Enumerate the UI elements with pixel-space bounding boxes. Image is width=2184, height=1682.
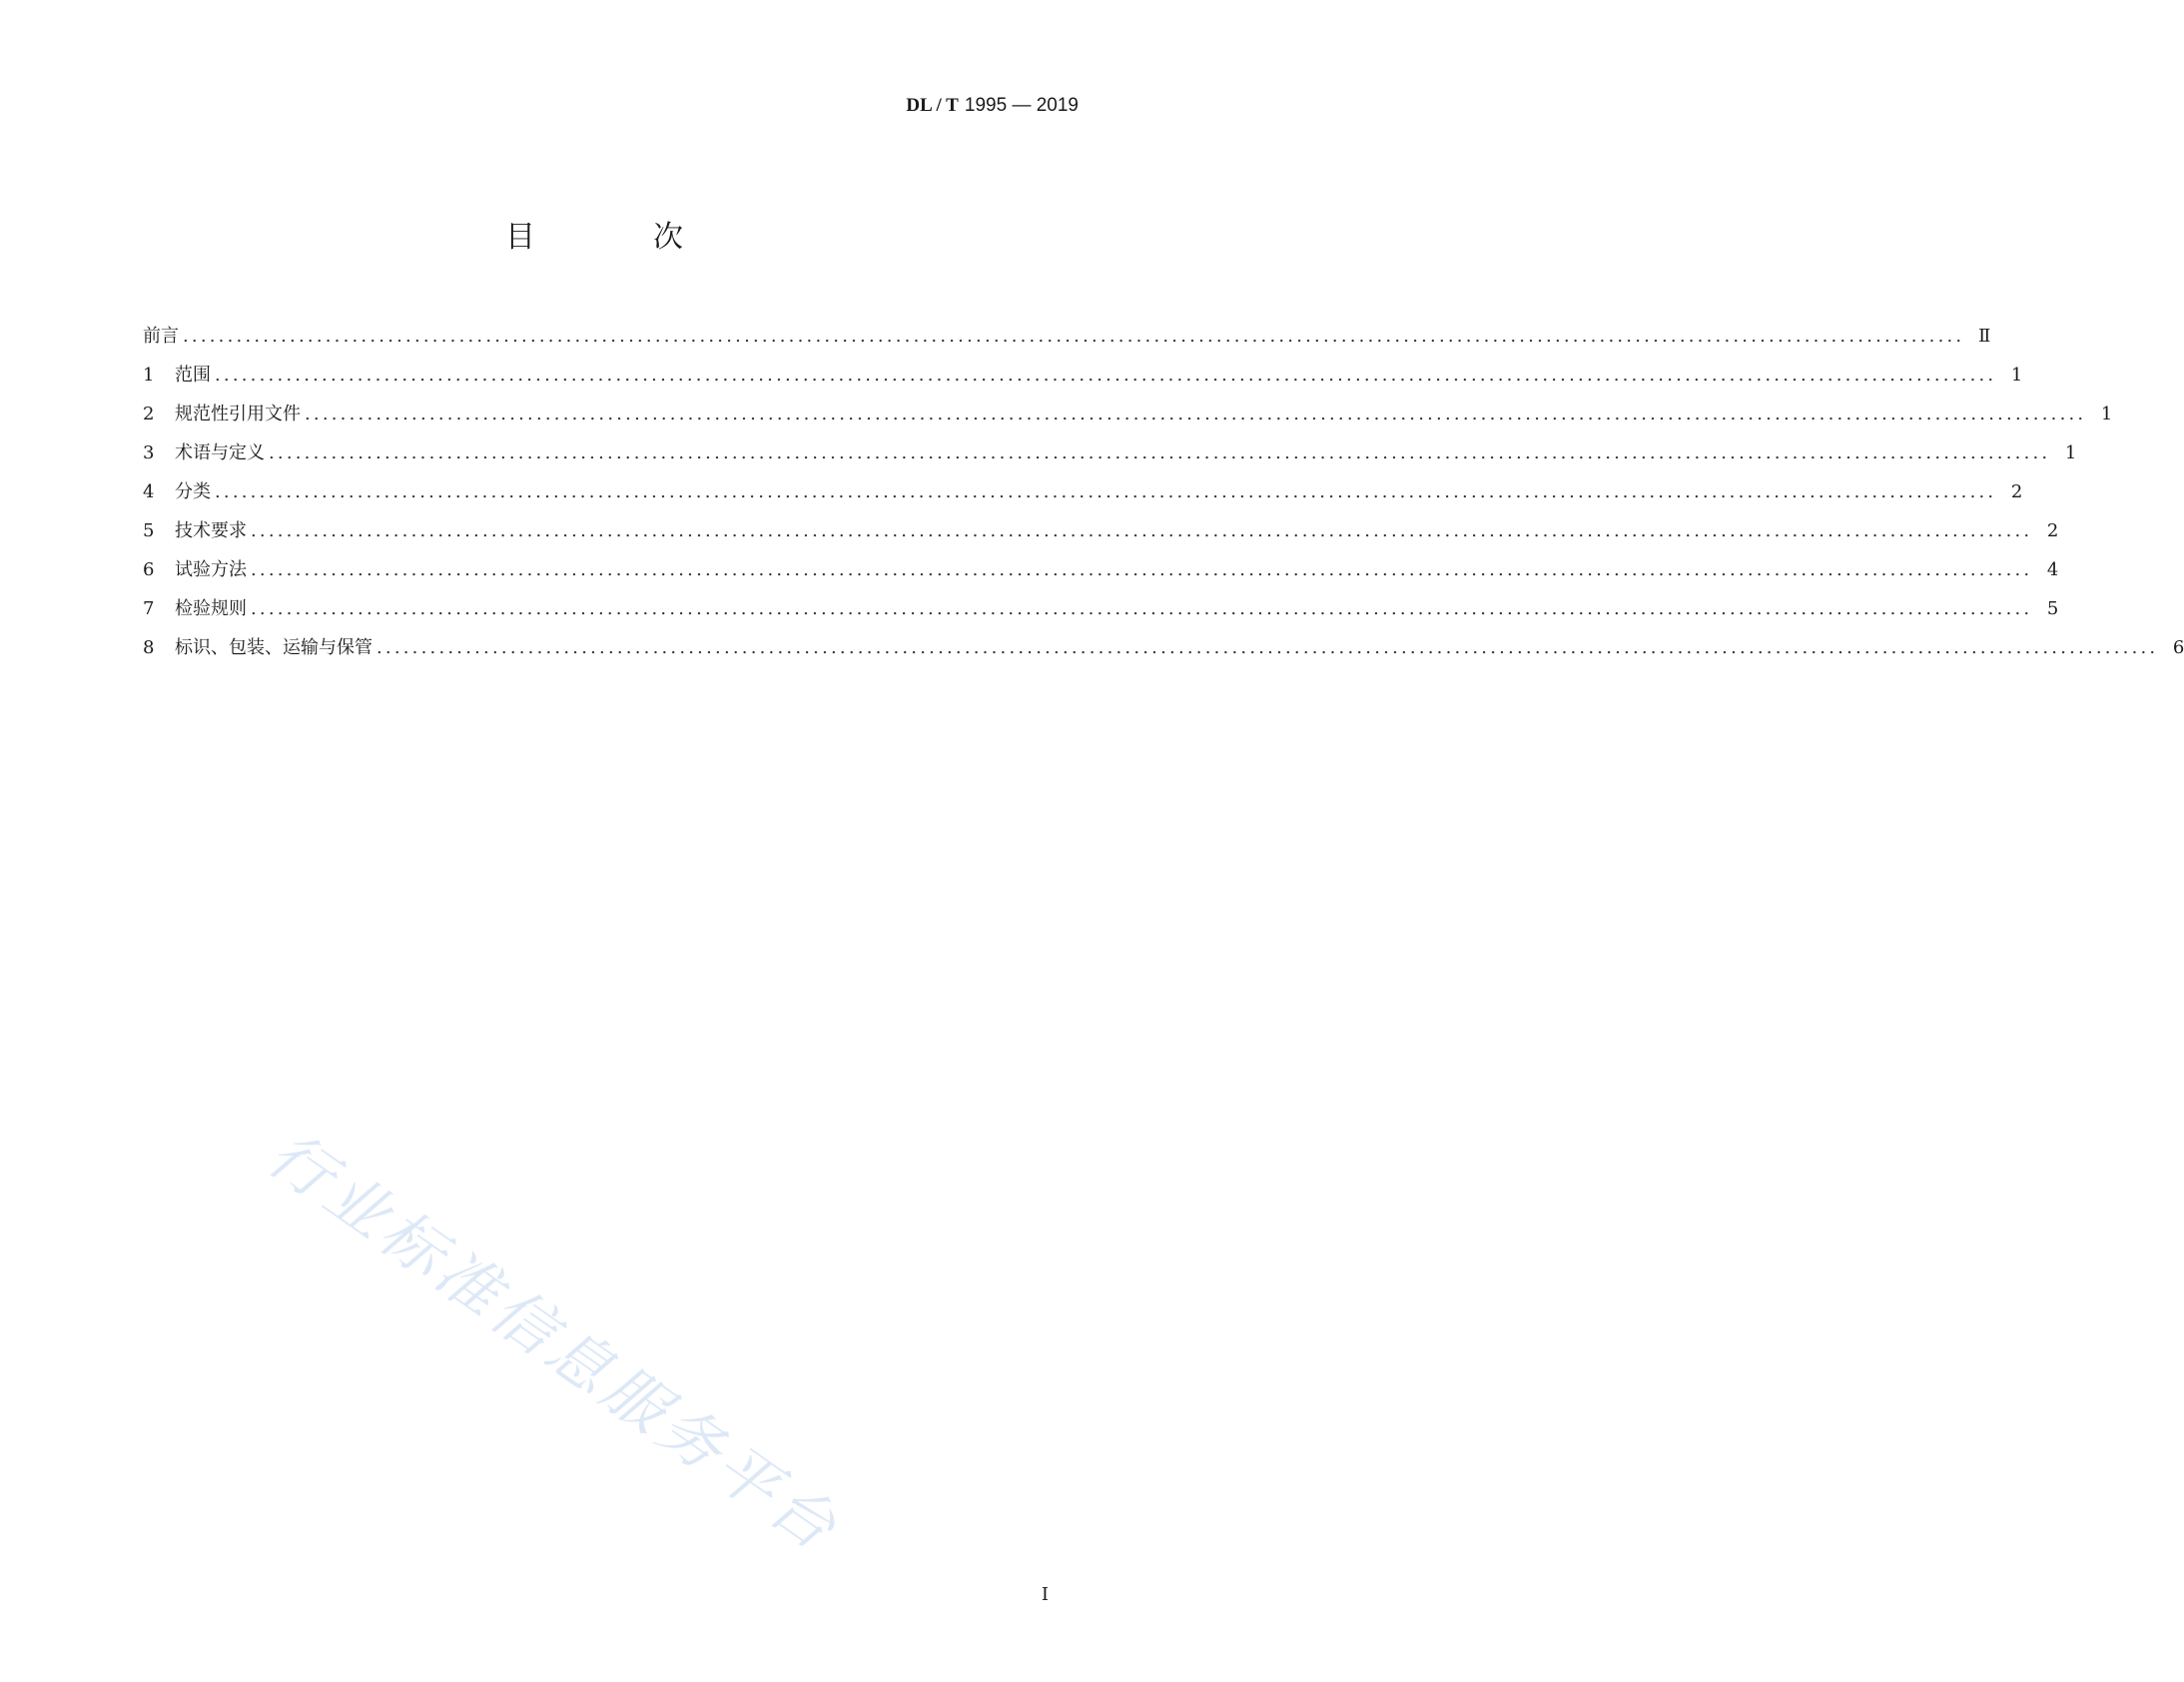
toc-entry-label: 规范性引用文件 [175, 404, 301, 424]
toc-entry-label: 检验规则 [175, 598, 247, 619]
toc-entry-label: 范围 [175, 365, 211, 386]
toc-leader-dots: ........................................................................................................................................................................................................ [183, 326, 1965, 347]
toc-entry-number: 8 [143, 637, 155, 658]
toc-entry-page: 1 [2100, 404, 2113, 424]
toc-leader-dots: ........................................................................................................................................................................................................ [305, 404, 2087, 424]
toc-entry-1[interactable] [143, 348, 2023, 387]
standard-code [906, 94, 1079, 117]
toc-entry-number: 1 [143, 365, 155, 386]
toc-entry-4[interactable] [143, 464, 2023, 503]
toc-entry-number: 3 [143, 442, 155, 463]
toc-entry-page: 2 [2010, 481, 2023, 502]
watermark [254, 1107, 877, 1580]
toc-entry-2[interactable] [143, 387, 2113, 425]
toc-entry-6[interactable] [143, 542, 2059, 581]
toc-leader-dots: ........................................................................................................................................................................................................ [251, 520, 2033, 541]
toc-entry-number: 6 [143, 559, 155, 580]
toc-entry-page: 1 [2010, 365, 2023, 386]
toc-entry-number: 7 [143, 598, 155, 619]
toc-entry-page: 6 [2172, 637, 2184, 658]
toc-entry-page: 4 [2046, 559, 2059, 580]
toc-entry-label: 术语与定义 [175, 442, 265, 463]
title-char-2: 次 [653, 220, 683, 255]
toc-entry-label: 分类 [175, 481, 211, 502]
toc-entry-page: 5 [2046, 598, 2059, 619]
toc-entry-page: 2 [2046, 520, 2059, 541]
toc-entry-label: 标识、包装、运输与保管 [175, 637, 372, 658]
toc-leader-dots: ........................................................................................................................................................................................................ [215, 481, 1997, 502]
toc-entry-foreword[interactable] [143, 309, 1991, 348]
page-number: I [1041, 1584, 1049, 1605]
toc-entry-3[interactable] [143, 425, 2077, 464]
toc-entry-number: 5 [143, 520, 155, 541]
watermark-text: 行业标准信息服务平台 [255, 1117, 854, 1567]
toc-entry-8[interactable] [143, 620, 2184, 659]
standard-code-prefix: DL / T [906, 95, 959, 116]
toc-entry-number: 4 [143, 481, 155, 502]
toc-entry-5[interactable] [143, 503, 2059, 542]
toc-entry-label: 前言 [143, 326, 179, 347]
toc-entry-label: 技术要求 [175, 520, 247, 541]
toc-leader-dots: ........................................................................................................................................................................................................ [251, 598, 2033, 619]
toc-entry-page: 1 [2064, 442, 2077, 463]
toc-entry-number: 2 [143, 404, 155, 424]
toc-leader-dots: ........................................................................................................................................................................................................ [215, 365, 1997, 386]
toc-leader-dots: ........................................................................................................................................................................................................ [269, 442, 2051, 463]
toc-entry-label: 试验方法 [175, 559, 247, 580]
toc-entry-7[interactable] [143, 581, 2059, 620]
standard-code-number: 1995 — 2019 [964, 95, 1079, 116]
page-title [0, 212, 1188, 256]
title-char-1: 目 [505, 220, 535, 255]
table-of-contents [143, 309, 2184, 659]
toc-leader-dots: ........................................................................................................................................................................................................ [376, 637, 2159, 658]
toc-entry-page: Ⅱ [1978, 326, 1991, 347]
toc-leader-dots: ........................................................................................................................................................................................................ [251, 559, 2033, 580]
